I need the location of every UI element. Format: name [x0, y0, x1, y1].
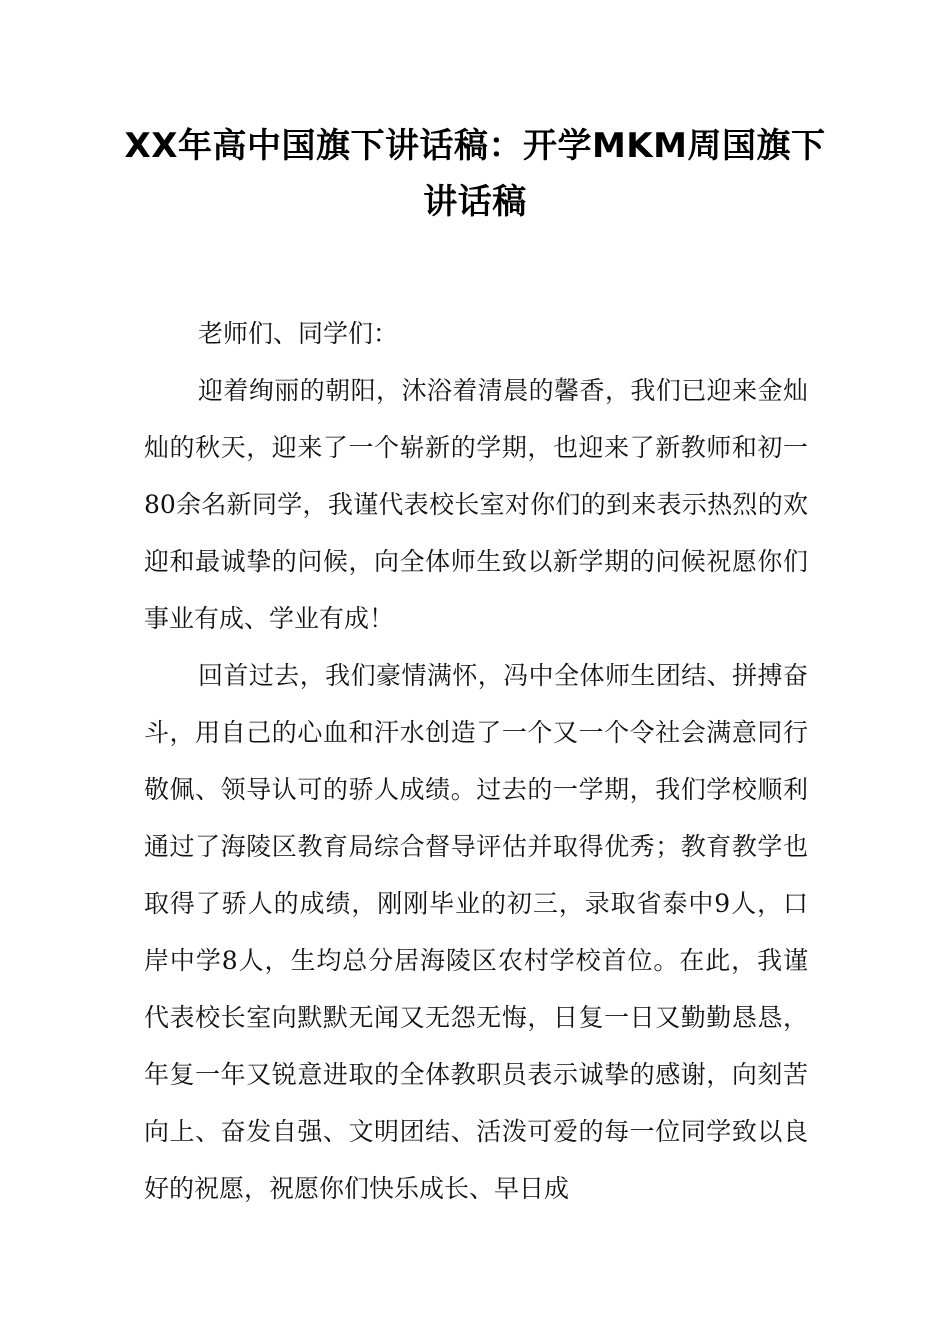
greeting-line: 老师们、同学们：: [198, 319, 399, 348]
document-title: XX年高中国旗下讲话稿：开学MKM周国旗下讲话稿: [124, 126, 826, 222]
paragraph-welcome: 迎着绚丽的朝阳，沐浴着清晨的馨香，我们已迎来金灿灿的秋天，迎来了一个崭新的学期，也迎来了新教师和初一80余名新同学，我谨代表校长室对你们的到来表示热烈的欢迎和最诚挚的问候，向全体师生致以新学期的问候祝愿你们事业有成、学业有成！: [144, 376, 808, 633]
document-body: [144, 305, 808, 1217]
paragraph-review: 回首过去，我们豪情满怀，冯中全体师生团结、拼搏奋斗，用自己的心血和汗水创造了一个又一个令社会满意同行敬佩、领导认可的骄人成绩。过去的一学期，我们学校顺利通过了海陵区教育局综合督导评估并取得优秀；教育教学也取得了骄人的成绩，刚刚毕业的初三，录取省泰中9人，口岸中学8人，生均总分居海陵区农村学校首位。在此，我谨代表校长室向默默无闻又无怨无悔，日复一日又勤勤恳恳，年复一年又锐意进取的全体教职员表示诚挚的感谢，向刻苦向上、奋发自强、文明团结、活泼可爱的每一位同学致以良好的祝愿，祝愿你们快乐成长、早日成: [144, 661, 808, 1203]
